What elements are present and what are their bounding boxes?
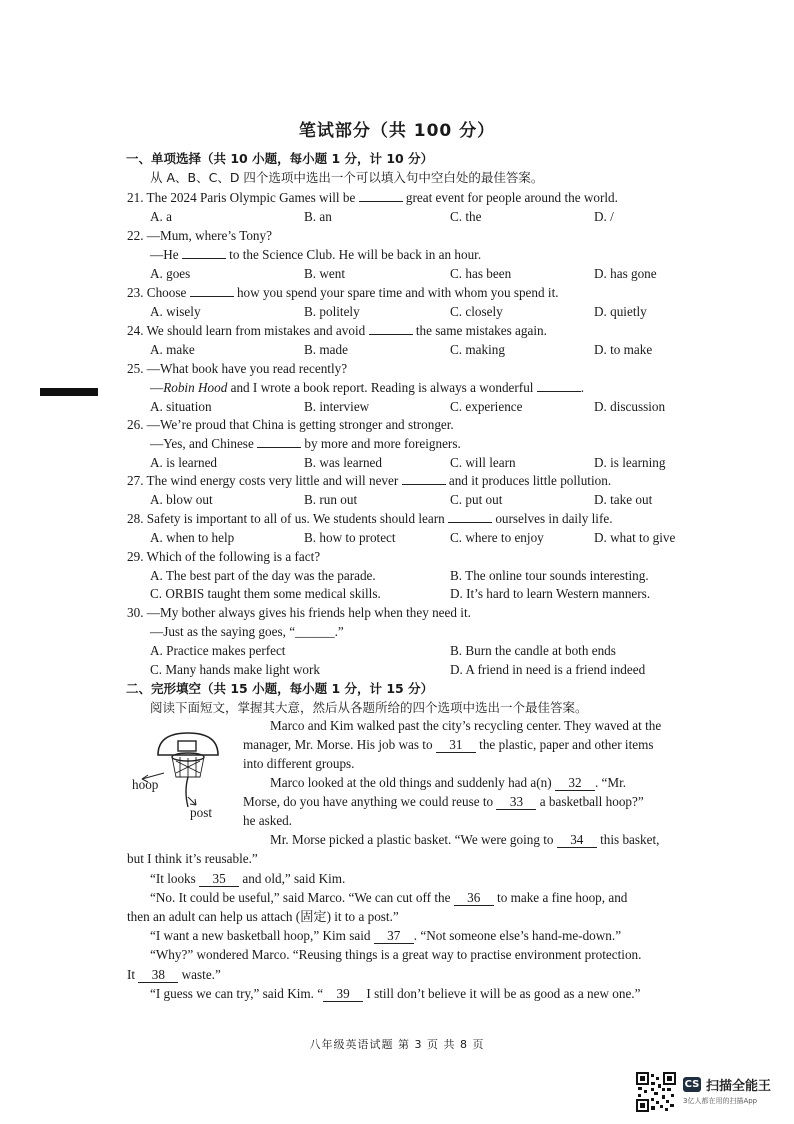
p2a-pre: Marco looked at the old things and suddenly had a(n) <box>270 775 552 790</box>
p2a-post: . “Mr. <box>594 775 627 790</box>
p4-post: and old,” said Kim. <box>242 871 346 886</box>
watermark-tagline: 3亿人都在用的扫描App <box>683 1097 758 1105</box>
q25-option-c: C. experience <box>450 399 523 414</box>
q28-option-d: D. what to give <box>594 530 676 545</box>
q25-option-a: A. situation <box>150 399 212 414</box>
q24-stem <box>127 322 547 340</box>
p7b-pre: It <box>127 967 136 982</box>
q23-option-b: B. politely <box>304 304 360 319</box>
passage-p2c: he asked. <box>243 813 293 828</box>
q25-dash: — <box>150 380 164 395</box>
passage-p7b <box>127 966 221 984</box>
p6-post: . “Not someone else’s hand-me-down.” <box>413 928 622 943</box>
q26-pre: —Yes, and Chinese <box>150 436 254 451</box>
basketball-hoop-figure <box>128 725 238 825</box>
section2-heading: 二、完形填空（共 15 小题，每小题 1 分，计 15 分） <box>126 681 434 696</box>
q21-option-b: B. an <box>304 209 332 224</box>
q22-option-d: D. has gone <box>594 266 657 281</box>
p8-post: I still don’t believe it will be as good as a new one.” <box>366 986 641 1001</box>
q24-option-a: A. make <box>150 342 195 357</box>
q28-option-a: A. when to help <box>150 530 235 545</box>
post-line <box>186 777 188 807</box>
cloze-blank-38: 38 <box>138 968 178 983</box>
q21-post: great event for people around the world. <box>405 190 618 205</box>
q25-option-b: B. interview <box>304 399 370 414</box>
q24-post: the same mistakes again. <box>415 323 547 338</box>
backboard-square <box>178 741 196 751</box>
page-footer: 八年级英语试题 第 3 页 共 8 页 <box>309 1038 485 1051</box>
q30-option-c: C. Many hands make light work <box>150 662 320 677</box>
q26-option-c: C. will learn <box>450 455 516 470</box>
q30-pre: —Just as the saying goes, “ <box>150 624 296 639</box>
q30-option-d: D. A friend in need is a friend indeed <box>450 662 646 677</box>
q22-post: to the Science Club. He will be back in an hour. <box>229 247 482 262</box>
qr-code-icon <box>636 1072 676 1112</box>
p1b-post: the plastic, paper and other items <box>479 737 654 752</box>
post-label: post <box>190 805 212 820</box>
q26-option-a: A. is learned <box>150 455 218 470</box>
cloze-blank-33: 33 <box>496 795 536 810</box>
q24-pre: 24. We should learn from mistakes and avoid <box>127 323 366 338</box>
passage-p5b: then an adult can help us attach (固定) it to a post.” <box>127 909 399 924</box>
q25-option-d: D. discussion <box>594 399 666 414</box>
q25-pre: and I wrote a book report. Reading is always a wonderful <box>230 380 534 395</box>
q30-line1: 30. —My bother always gives his friends help when they need it. <box>127 605 471 620</box>
cloze-blank-39: 39 <box>323 987 363 1002</box>
q27-option-c: C. put out <box>450 492 503 507</box>
q27-stem <box>127 472 611 490</box>
passage-p3b: but I think it’s reusable.” <box>127 851 258 866</box>
cloze-blank-31: 31 <box>436 738 476 753</box>
q27-option-a: A. blow out <box>150 492 213 507</box>
q29-option-d: D. It’s hard to learn Western manners. <box>450 586 651 601</box>
q28-pre: 28. Safety is important to all of us. We students should learn <box>127 511 445 526</box>
q23-option-c: C. closely <box>450 304 503 319</box>
backboard-shape <box>158 733 218 755</box>
passage-p4 <box>150 870 345 888</box>
passage-p1c: into different groups. <box>243 756 355 771</box>
q30-option-a: A. Practice makes perfect <box>150 643 286 658</box>
answer-blank <box>537 379 581 392</box>
answer-blank: ______ <box>295 624 335 639</box>
q21-option-c: C. the <box>450 209 482 224</box>
p5a-pre: “No. It could be useful,” said Marco. “We can cut off the <box>150 890 451 905</box>
q28-stem <box>127 510 613 528</box>
passage-p6 <box>150 927 621 945</box>
q25-stem <box>150 379 584 397</box>
passage-p1a: Marco and Kim walked past the city’s recycling center. They waved at the <box>270 718 662 733</box>
q24-option-c: C. making <box>450 342 505 357</box>
q29-line1: 29. Which of the following is a fact? <box>127 549 321 564</box>
cloze-blank-34: 34 <box>557 833 597 848</box>
q25-book-title: Robin Hood <box>163 380 228 395</box>
q28-post: ourselves in daily life. <box>495 511 613 526</box>
answer-blank <box>359 189 403 202</box>
q23-stem <box>127 284 559 302</box>
passage-p7a: “Why?” wondered Marco. “Reusing things is a great way to practise environment protection. <box>150 947 642 962</box>
q22-option-c: C. has been <box>450 266 512 281</box>
q29-option-a: A. The best part of the day was the parade. <box>150 568 376 583</box>
p2b-pre: Morse, do you have anything we could reuse to <box>243 794 494 809</box>
q27-option-d: D. take out <box>594 492 653 507</box>
q22-option-a: A. goes <box>150 266 191 281</box>
p3a-post: this basket, <box>600 832 660 847</box>
q23-option-a: A. wisely <box>150 304 201 319</box>
q27-pre: 27. The wind energy costs very little and will never <box>127 473 399 488</box>
q21-option-d: D. / <box>594 209 614 224</box>
q30-stem <box>150 623 344 641</box>
q22-option-b: B. went <box>304 266 346 281</box>
q27-option-b: B. run out <box>304 492 358 507</box>
page-title: 笔试部分（共 100 分） <box>298 121 496 141</box>
q21-stem <box>127 189 618 207</box>
answer-blank <box>402 472 446 485</box>
q26-line1: 26. —We’re proud that China is getting stronger and stronger. <box>127 417 454 432</box>
q30-post: .” <box>334 624 344 639</box>
q22-stem <box>150 246 481 264</box>
passage-p2a <box>270 774 626 792</box>
answer-blank <box>182 246 226 259</box>
passage-p1b <box>243 736 653 754</box>
hoop-label: hoop <box>132 777 159 792</box>
p7b-post: waste.” <box>181 967 221 982</box>
p3a-pre: Mr. Morse picked a plastic basket. “We were going to <box>270 832 554 847</box>
p2b-post: a basketball hoop?” <box>539 794 644 809</box>
q25-post: . <box>580 380 585 395</box>
cloze-blank-37: 37 <box>374 929 414 944</box>
cloze-blank-35: 35 <box>199 872 239 887</box>
cloze-blank-32: 32 <box>555 776 595 791</box>
q29-option-c: C. ORBIS taught them some medical skills. <box>150 586 381 601</box>
q25-line1: 25. —What book have you read recently? <box>127 361 348 376</box>
section1-instruction: 从 A、B、C、D 四个选项中选出一个可以填入句中空白处的最佳答案。 <box>150 170 544 185</box>
passage-p2b <box>243 793 644 811</box>
q29-option-b: B. The online tour sounds interesting. <box>450 568 649 583</box>
p8-pre: “I guess we can try,” said Kim. “ <box>150 986 324 1001</box>
answer-blank <box>190 284 234 297</box>
q23-option-d: D. quietly <box>594 304 647 319</box>
q23-pre: 23. Choose <box>127 285 187 300</box>
q30-option-b: B. Burn the candle at both ends <box>450 643 616 658</box>
answer-blank <box>257 435 301 448</box>
cloze-blank-36: 36 <box>454 891 494 906</box>
q22-line1: 22. —Mum, where’s Tony? <box>127 228 272 243</box>
passage-p3a <box>270 831 659 849</box>
q21-pre: 21. The 2024 Paris Olympic Games will be <box>127 190 356 205</box>
q26-option-b: B. was learned <box>304 455 382 470</box>
cs-logo-icon: CS <box>684 1079 700 1090</box>
q26-option-d: D. is learning <box>594 455 666 470</box>
q26-post: by more and more foreigners. <box>304 436 461 451</box>
q27-post: and it produces little pollution. <box>448 473 612 488</box>
q28-option-b: B. how to protect <box>304 530 396 545</box>
answer-blank <box>369 322 413 335</box>
q21-option-a: A. a <box>150 209 172 224</box>
q24-option-b: B. made <box>304 342 348 357</box>
p6-pre: “I want a new basketball hoop,” Kim said <box>150 928 371 943</box>
passage-p5a <box>150 889 627 907</box>
answer-blank <box>448 510 492 523</box>
q28-option-c: C. where to enjoy <box>450 530 544 545</box>
p4-pre: “It looks <box>150 871 196 886</box>
watermark-app-name: 扫描全能王 <box>706 1079 772 1094</box>
section2-instruction: 阅读下面短文，掌握其大意，然后从各题所给的四个选项中选出一个最佳答案。 <box>150 700 588 715</box>
passage-p8 <box>150 985 640 1003</box>
p5a-post: to make a fine hoop, and <box>497 890 628 905</box>
section1-heading: 一、单项选择（共 10 小题，每小题 1 分，计 10 分） <box>126 151 434 166</box>
binding-mark <box>40 388 98 396</box>
p1b-pre: manager, Mr. Morse. His job was to <box>243 737 433 752</box>
q26-stem <box>150 435 461 453</box>
q24-option-d: D. to make <box>594 342 653 357</box>
q23-post: how you spend your spare time and with whom you spend it. <box>236 285 559 300</box>
q22-pre: —He <box>150 247 179 262</box>
